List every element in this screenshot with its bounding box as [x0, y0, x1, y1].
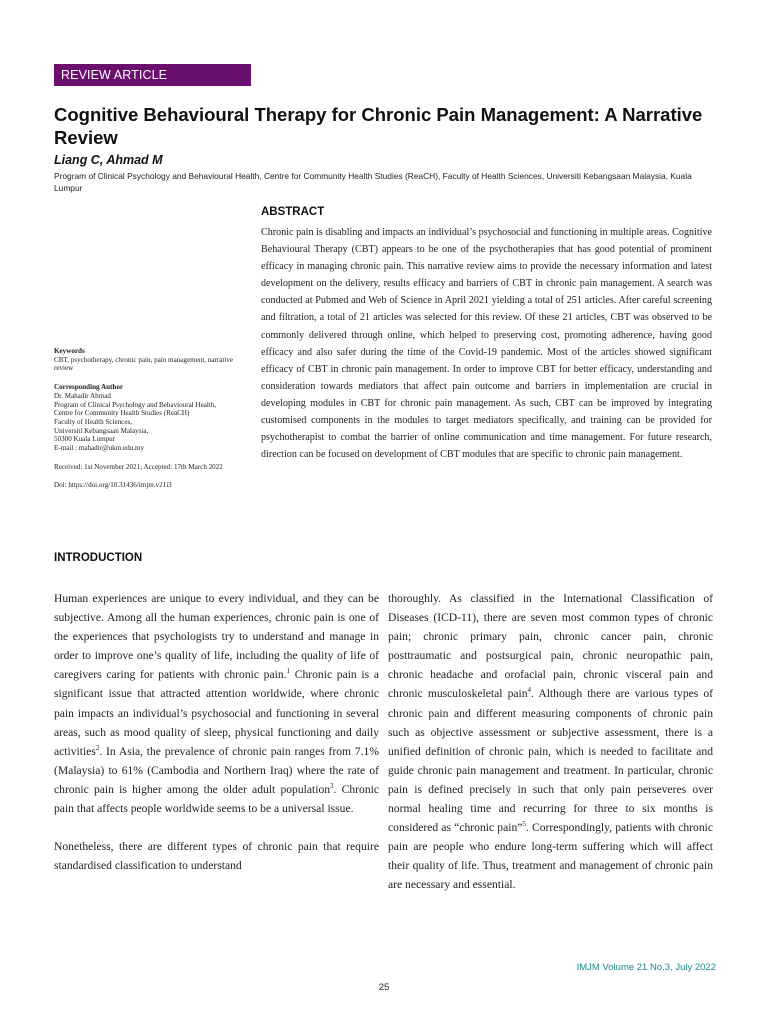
corresponding-line: Universiti Kebangsaan Malaysia, [54, 426, 149, 435]
body-paragraph: Nonetheless, there are different types of chronic pain that require standardised classification to understand [54, 840, 379, 873]
doi-link[interactable]: Doi: https://doi.org/10.31436/imjm.v21i3 [54, 481, 172, 490]
abstract-heading: ABSTRACT [261, 206, 325, 218]
keywords-label: Keywords [54, 347, 85, 355]
body-text: thoroughly. As classified in the International Classification of Diseases (ICD-11), there are seven most common types of chronic pain; chronic primary pain, chronic cancer pain, chronic posttraumatic and postsurgical pain, chronic neuropathic pain, chronic headache and orofacial pain, chronic visceral pain and chronic musculoskeletal pain [388, 592, 713, 701]
article-info-sidebar [54, 347, 234, 490]
citation-superscript: 5 [522, 820, 526, 829]
corresponding-author-label: Corresponding Author [54, 383, 124, 392]
citation-superscript: 2 [95, 743, 100, 752]
body-column-left [54, 589, 379, 875]
corresponding-line: Dr. Mahadir Ahmad [54, 391, 111, 400]
article-authors: Liang C, Ahmad M [54, 153, 163, 167]
body-text: Human experiences are unique to every individual, and they can be subjective. Among all the human experiences, chronic pain is one of the experiences that psychologists try to understand and manage in order to improve one’s quality of life, including the quality of life of caregivers caring for patients with chronic pain. [54, 592, 379, 682]
body-column-right [388, 589, 713, 895]
page-number: 25 [378, 982, 390, 993]
corresponding-line: Program of Clinical Psychology and Behavioural Health, [54, 400, 217, 409]
body-text: . Although there are various types of chronic pain and different measuring components of chronic pain such as objective assessment or subjective assessment, there is a unified definition of chronic pain, which is needed to facilitate and guide chronic pain management and treatment. In particular, chronic pain is defined precisely in such that only pain perseveres over normal healing time and recurring for three to six months is considered as “chronic pain” [388, 687, 713, 835]
body-text: . Correspondingly, patients with chronic pain are people who endure long-term suffering which will affect their quality of life. Thus, treatment and management of chronic pain are necessary and essential. [388, 821, 713, 892]
abstract-body: Chronic pain is disabling and impacts an individual’s psychosocial and functioning in multiple areas. Cognitive Behavioural Therapy (CBT) appears to be one of the psychotherapies that has good potential of prominent efficacy in managing chronic pain. This narrative review aims to provide the necessary information and latest development on the delivery, results efficacy and barriers of CBT in chronic pain management. A search was conducted at Pubmed and Web of Science in April 2021 yielding a total of 251 articles. After careful screening and filtration, a total of 21 articles was selected for this review. Of these 21 articles, CBT was observed to be commonly delivered through online, which helped to preserving cost, promoting adherence, having good efficacy and also safer during the time of the Covid-19 pandemic. Most of the articles showed significant efficacy of CBT in chronic pain management. In order to improve CBT for better efficacy, understanding and consideration towards mediators that affect pain outcome and barriers in implementation are crucial in developing modules in CBT for chronic pain management. As such, CBT can be improved by integrating customised components in the modules to target mediators specifically, and training can be provided for psychotherapist to combat the barrier of online communication and time management. For future research, direction can be focused on development of CBT modules that are specific to chronic pain management. [261, 227, 712, 461]
body-paragraph [388, 589, 713, 895]
citation-superscript: 1 [286, 667, 291, 676]
corresponding-line: Centre for Community Health Studies (ReaCH) [54, 409, 190, 418]
citation-superscript: 4 [527, 686, 532, 695]
author-affiliation: Program of Clinical Psychology and Behavioural Health, Centre for Community Health Studies (ReaCH), Faculty of Health Sciences, Universiti Kebangsaan Malaysia, Kuala Lumpur [54, 171, 692, 193]
body-paragraph [54, 589, 379, 818]
introduction-heading: INTRODUCTION [54, 552, 143, 564]
received-accepted-dates: Received: 1st November 2021; Accepted: 17th March 2022 [54, 462, 223, 471]
article-title: Cognitive Behavioural Therapy for Chronic Pain Management: A Narrative Review [54, 104, 703, 148]
corresponding-line: Faculty of Health Sciences, [54, 417, 133, 426]
body-text: Chronic pain is a significant issue that attracted attention worldwide, where chronic pain impacts an individual’s psychosocial and functioning in several areas, such as mood quality of sleep, physical functioning and daily activities [54, 668, 379, 758]
corresponding-line: 50300 Kuala Lumpur [54, 435, 116, 444]
corresponding-email: E-mail : mahadir@ukm.edu.my [54, 444, 145, 453]
citation-superscript: 3 [330, 782, 334, 791]
body-text: . Chronic pain that affects people worldwide seems to be a universal issue. [54, 782, 380, 816]
body-text: . In Asia, the prevalence of chronic pain ranges from 7.1% (Malaysia) to 61% (Cambodia and Northern Iraq) where the rate of chronic pain is higher among the older adult population [54, 744, 379, 796]
article-type-badge: REVIEW ARTICLE [54, 64, 251, 86]
keywords-text: CBT, psychotherapy, chronic pain, pain management, narrative review [54, 355, 234, 373]
journal-volume-footer: IMJM Volume 21 No.3, July 2022 [576, 962, 716, 973]
